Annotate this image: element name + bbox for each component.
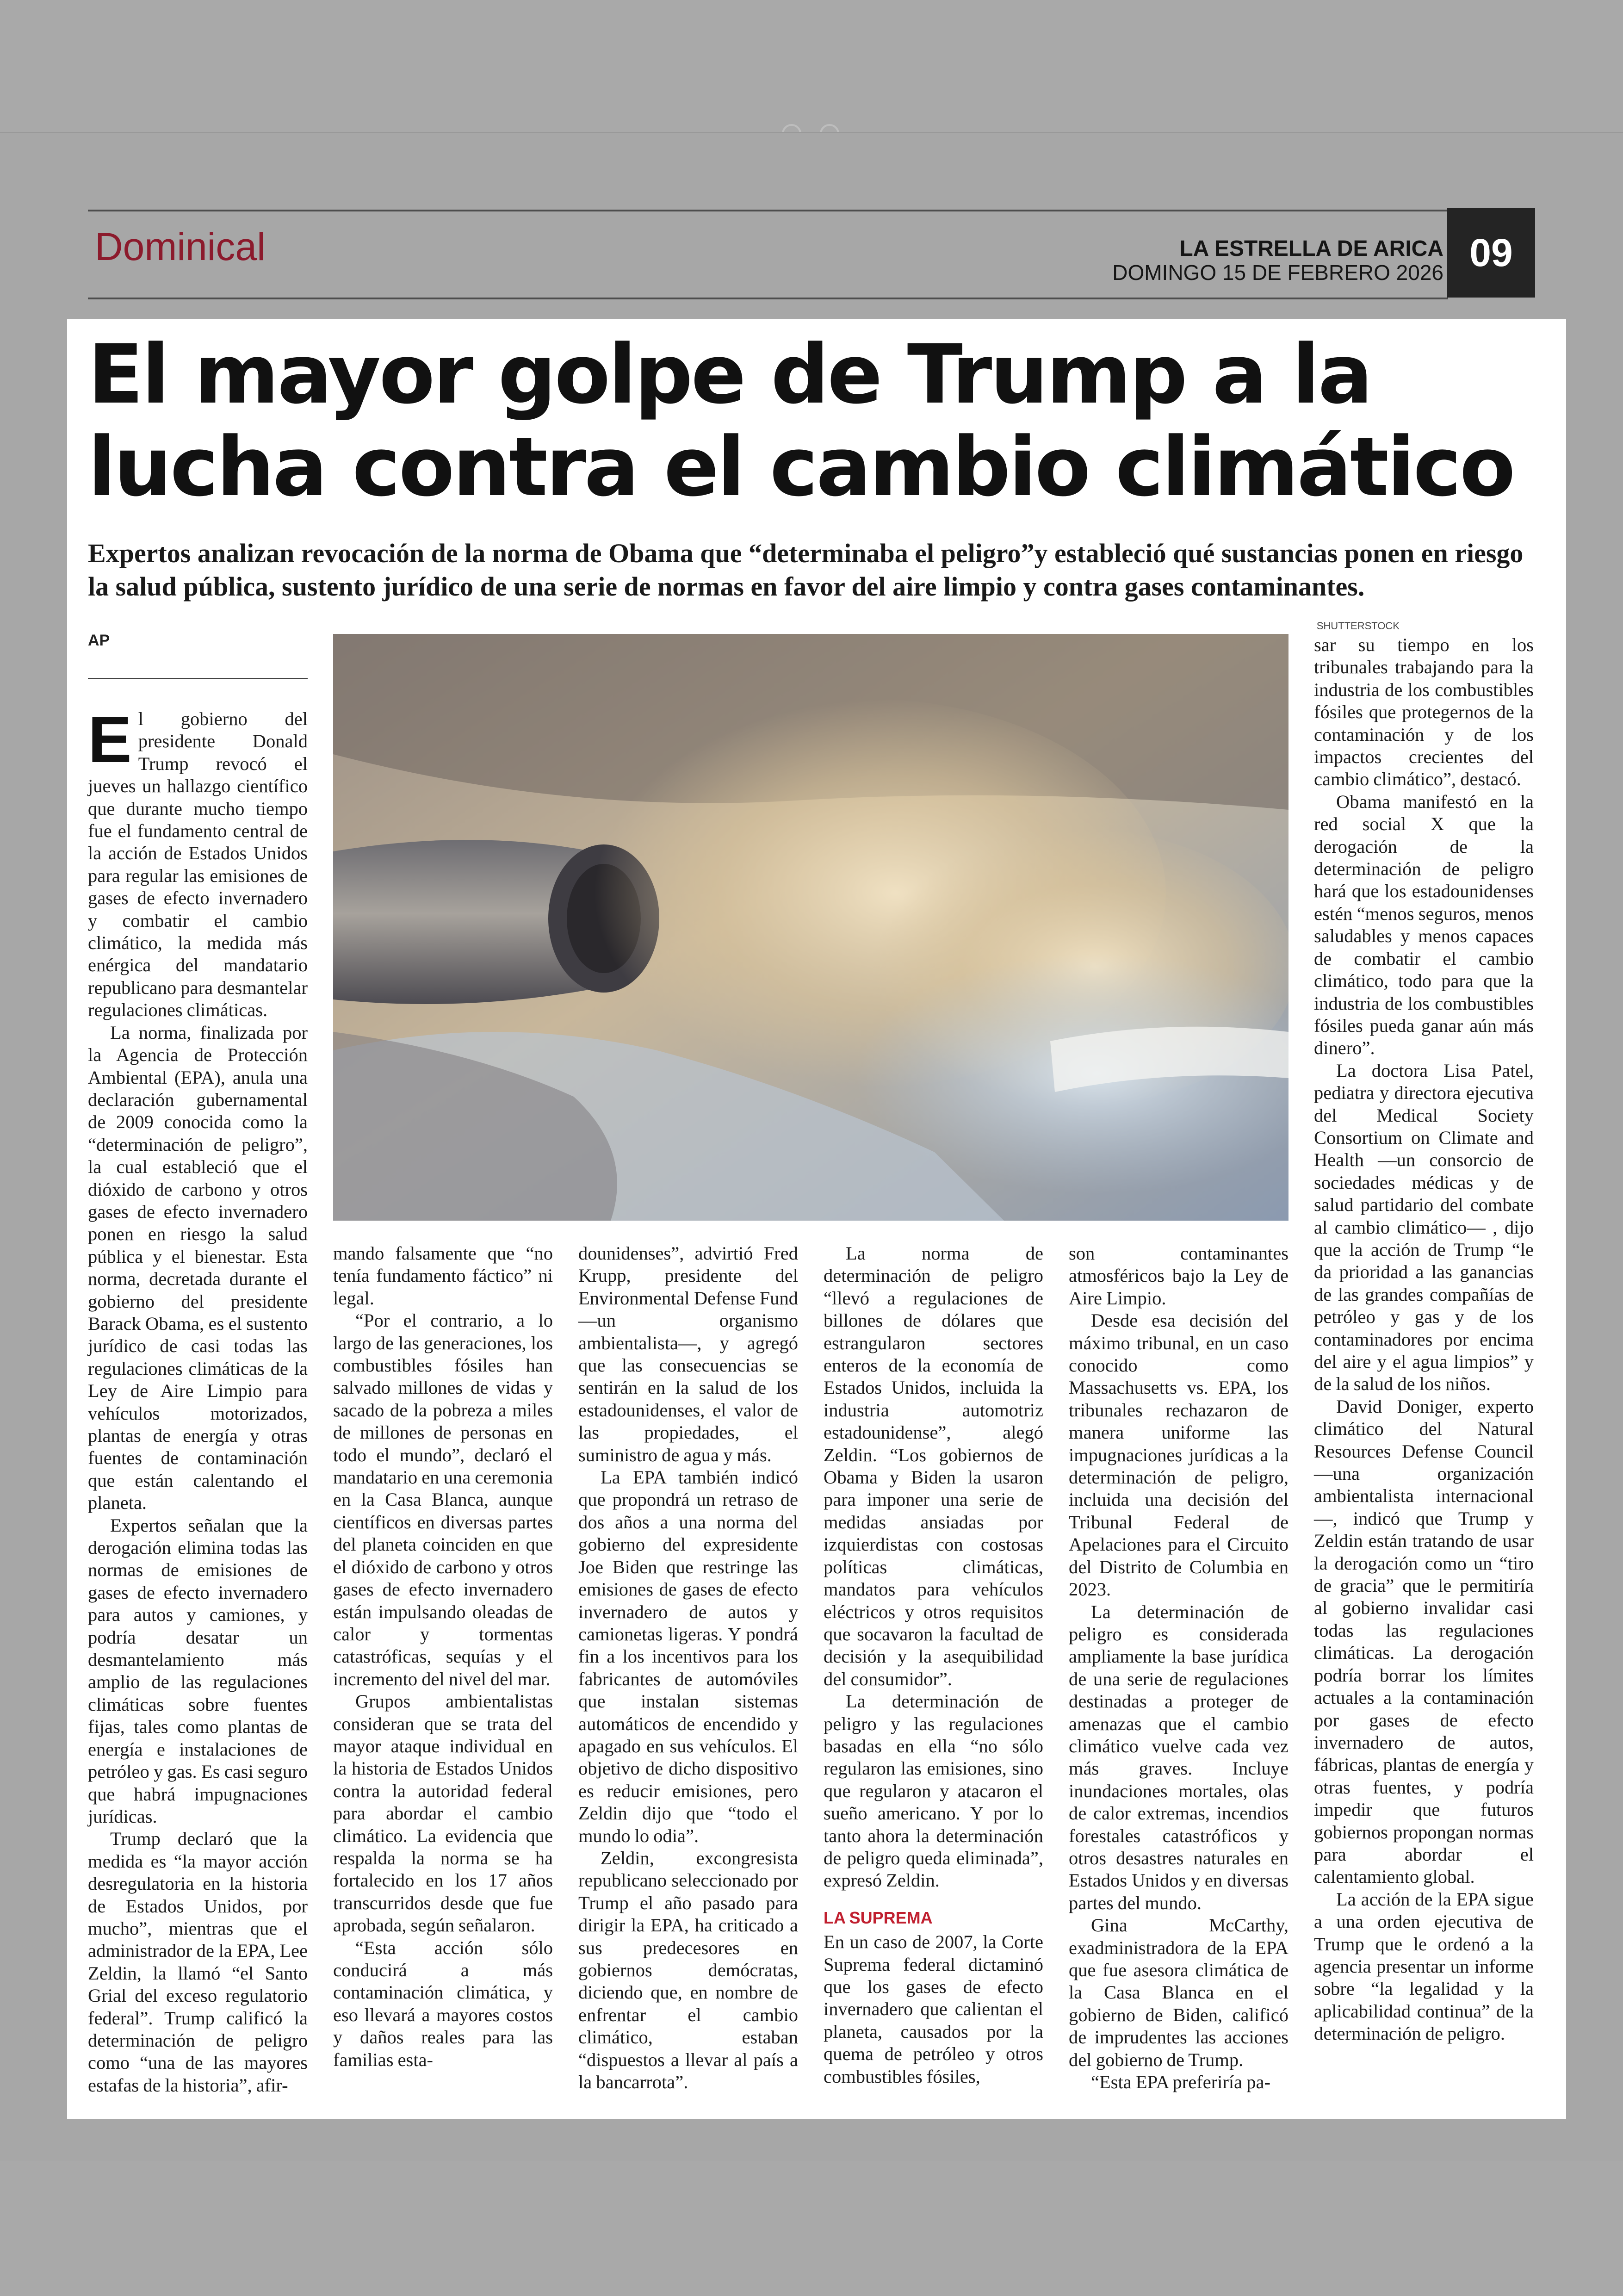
paragraph: La acción de la EPA sigue a una orden ejecutiva de Trump que le ordenó a la agencia presentar un informe sobre “la legalidad y la aplicabilidad continua” de la determinación de peligro.	[1314, 1888, 1534, 2044]
paragraph: Gina McCarthy, exadministradora de la EPA que fue asesora climática de la Casa Blanca en el gobierno de Biden, calificó de imprudentes las acciones del gobierno de Trump.	[1069, 1915, 1288, 2070]
paragraph: son contaminantes atmosféricos bajo la Ley de Aire Limpio.	[1069, 1243, 1288, 1309]
masthead	[1110, 237, 1443, 284]
paragraph: En un caso de 2007, la Corte Suprema federal dictaminó que los gases de efecto invernadero que calientan el planeta, causados por la quema de petróleo y otros combustibles fósiles,	[824, 1931, 1043, 2087]
paragraph: El gobierno del presidente Donald Trump revocó el jueves un hallazgo científico que durante mucho tiempo fue el fundamento central de la acción de Estados Unidos para regular las emisiones de gases de efecto invernadero y combatir el cambio climático, la medida más enérgica del mandatario republicano para desmantelar regulaciones climáticas.	[88, 703, 308, 1021]
paragraph: mando falsamente que “no tenía fundamento fáctico” ni legal.	[333, 1243, 553, 1309]
header-bottom-rule	[88, 298, 1448, 299]
section-name: Dominical	[95, 225, 266, 268]
exhaust-pipe-illustration	[333, 634, 1288, 1221]
paragraph: Desde esa decisión del máximo tribunal, en un caso conocido como Massachusetts vs. EPA, los tribunales rechazaron de manera uniforme las impugnaciones jurídicas a la determinación de peligro, incluida una decisión del Tribunal Federal de Apelaciones para el Circuito del Distrito de Columbia en 2023.	[1069, 1310, 1288, 1600]
photo-credit: SHUTTERSTOCK	[1316, 620, 1400, 632]
newspaper-name: LA ESTRELLA DE ARICA	[1179, 236, 1443, 261]
paragraph: Obama manifestó en la red social X que la derogación de la determinación de peligro hará que los estadounidenses estén “menos seguros, menos saludables y menos capaces de combatir el cambio climático, todo para que la industria de los combustibles fósiles pueda ganar aún más dinero”.	[1314, 791, 1534, 1059]
issue-date: DOMINGO 15 DE FEBRERO 2026	[1112, 261, 1443, 285]
paragraph: La norma de determinación de peligro “llevó a regulaciones de billones de dólares que estrangularon sectores enteros de la economía de Estados Unidos, incluida la industria automotriz estadounidense”, alegó Zeldin. “Los gobiernos de Obama y Biden la usaron para imponer una serie de medidas ansiadas por izquierdistas con costosas políticas climáticas, mandatos para vehículos eléctricos y otros requisitos que socavaron la facultad de decisión y la asequibilidad del consumidor”.	[824, 1243, 1043, 1689]
paragraph: La doctora Lisa Patel, pediatra y directora ejecutiva del Medical Society Consortium on Climate and Health —un consorcio de sociedades médicas y de salud partidario del combate al cambio climático— , dijo que la acción de Trump “le da prioridad a las ganancias de las grandes compañías de petróleo y gas y de los contaminadores por encima del aire y el agua limpios” y de la salud de los niños.	[1314, 1060, 1534, 1395]
article-column-2	[333, 1242, 553, 2071]
article-column-5	[1069, 1242, 1288, 2093]
paragraph: La determinación de peligro y las regulaciones basadas en ella “no sólo regularon las emisiones, sino que regularon y atacaron el sueño americano. Y por lo tanto ahora la determinación de peligro queda eliminada”, expresó Zeldin.	[824, 1691, 1043, 1891]
header-top-rule	[88, 210, 1448, 211]
paragraph: La EPA también indicó que propondrá un retraso de dos años a una norma del gobierno del expresidente Joe Biden que restringe las emisiones de gases de efecto invernadero de autos y camionetas ligeras. Y pondrá fin a los incentivos para los fabricantes de automóviles que instalan sistemas automáticos de encendido y apagado en sus vehículos. El objetivo de dicho dispositivo es reducir emisiones, pero Zeldin dijo que “todo el mundo lo odia”.	[578, 1467, 798, 1846]
byline: AP	[88, 632, 110, 649]
article-column-1	[88, 703, 308, 2097]
paragraph: “Esta acción sólo conducirá a más contaminación climática, y eso llevará a mayores costos y daños reales para las familias esta-	[333, 1937, 553, 2070]
paragraph: La determinación de peligro es considerada ampliamente la base jurídica de una serie de regulaciones destinadas a proteger de amenazas que el cambio climático vuelve cada vez más graves. Incluye inundaciones mortales, olas de calor extremas, incendios forestales catastróficos y otros desastres naturales en Estados Unidos y en diversas partes del mundo.	[1069, 1601, 1288, 1913]
viewer-top-bar	[0, 0, 1623, 132]
paragraph: Zeldin, excongresista republicano seleccionado por Trump el año pasado para dirigir la EPA, ha criticado a sus predecesores en gobiernos demócratas, diciendo que, en nombre de enfrentar el cambio climático, estaban “dispuestos a llevar al país a la bancarrota”.	[578, 1847, 798, 2093]
page-number: 09	[1447, 208, 1535, 298]
article-column-3	[578, 1242, 798, 2093]
paragraph: dounidenses”, advirtió Fred Krupp, presidente del Environmental Defense Fund —un organismo ambientalista—, y agregó que las consecuencias se sentirán en la salud de los estadounidenses, el valor de las propiedades, el suministro de agua y más.	[578, 1243, 798, 1465]
byline-rule	[88, 678, 308, 679]
article-column-6	[1314, 634, 1534, 2045]
paragraph: La norma, finalizada por la Agencia de Protección Ambiental (EPA), anula una declaración gubernamental de 2009 conocida como la “determinación de peligro”, la cual estableció que el dióxido de carbono y otros gases de efecto invernadero ponen en riesgo la salud pública y el bienestar. Esta norma, decretada durante el gobierno del presidente Barack Obama, es el sustento jurídico de casi todas las regulaciones climáticas de la Ley de Aire Limpio para vehículos motorizados, plantas de energía y otras fuentes de contaminación que están calentando el planeta.	[88, 1022, 308, 1514]
paragraph: “Por el contrario, a lo largo de las generaciones, los combustibles fósiles han salvado millones de vidas y sacado de la pobreza a miles de millones de personas en todo el mundo”, declaró el mandatario en una ceremonia en la Casa Blanca, aunque científicos en diversas partes del planeta coinciden en que el dióxido de carbono y otros gases de efecto invernadero están impulsando oleadas de calor y tormentas catastróficas, sequías y el incremento del nivel del mar.	[333, 1310, 553, 1689]
paragraph: “Esta EPA preferiría pa-	[1091, 2072, 1270, 2093]
paragraph: David Doniger, experto climático del Natural Resources Defense Council —una organización ambientalista internacional—, indicó que Trump y Zeldin están tratando de usar la derogación como un “tiro de gracia” que le permitiría al gobierno invalidar casi todas las regulaciones climáticas. La derogación podría borrar los límites actuales a la contaminación por gases de efecto invernadero de autos, fábricas, plantas de energía y otras fuentes, y podría impedir que futuros gobiernos propongan normas para abordar el calentamiento global.	[1314, 1396, 1534, 1887]
drop-cap: E	[88, 703, 132, 776]
paragraph: sar su tiempo en los tribunales trabajando para la industria de los combustibles fósiles que protegernos de la contaminación y de los impactos crecientes del cambio climático”, destacó.	[1314, 634, 1534, 790]
paragraph: Expertos señalan que la derogación elimina todas las normas de emisiones de gases de efecto invernadero para autos y camiones, y podría desatar un desmantelamiento más amplio de las regulaciones climáticas sobre fuentes fijas, tales como plantas de energía e instalaciones de petróleo y gas. Es casi seguro que habrá impugnaciones jurídicas.	[88, 1514, 308, 1827]
article-column-4	[824, 1242, 1043, 2088]
headline: El mayor golpe de Trump a la lucha contra el cambio climático	[88, 327, 1514, 515]
article-panel	[67, 319, 1566, 2119]
paragraph: Grupos ambientalistas consideran que se trata del mayor ataque individual en la historia de Estados Unidos contra la autoridad federal para abordar el cambio climático. La evidencia que respalda la norma se ha fortalecido en los 17 años transcurridos desde que fue aprobada, según señalaron.	[333, 1691, 553, 1936]
paragraph: Trump declaró que la medida es “la mayor acción desregulatoria en la historia de Estados Unidos, por mucho”, mientras que el administrador de la EPA, Lee Zeldin, la llamó “el Santo Grial del exceso regulatorio federal”. Trump calificó la determinación de peligro como “una de las mayores estafas de la historia”, afir-	[88, 1828, 308, 2096]
viewer-bottom-bar	[0, 2161, 1623, 2296]
exhaust-photo	[333, 634, 1288, 1221]
lede: Expertos analizan revocación de la norma de Obama que “determinaba el peligro”y estableció qué sustancias ponen en riesgo la salud pública, sustento jurídico de una serie de normas en favor del aire limpio y contra gases contaminantes.	[88, 538, 1524, 602]
subheading: LA SUPREMA	[824, 1908, 933, 1927]
